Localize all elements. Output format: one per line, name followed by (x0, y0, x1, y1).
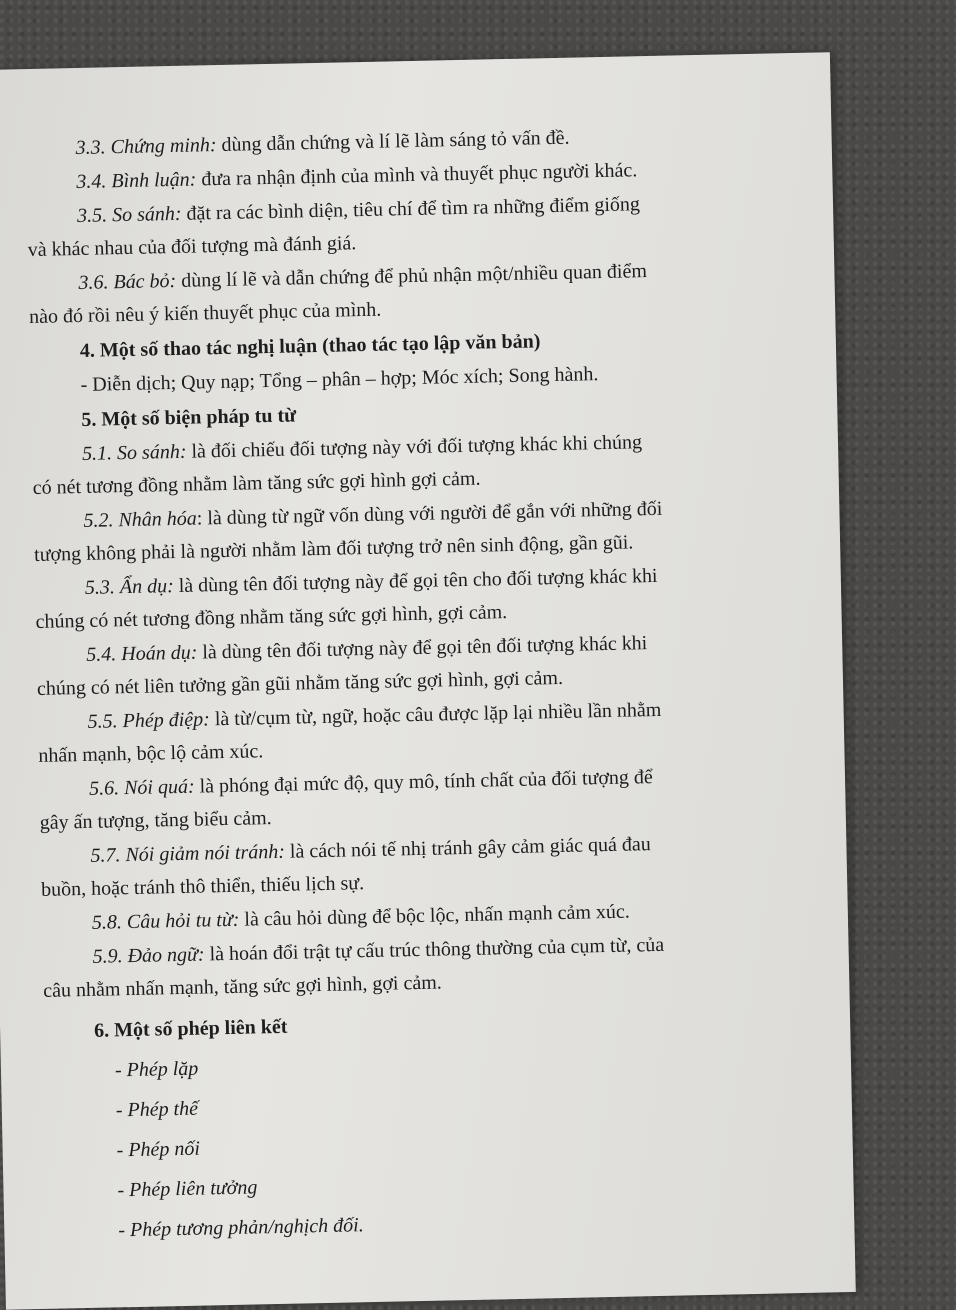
desc: là đối chiếu đối tượng này với đối tượng khác khi chúng (186, 431, 643, 463)
term: 5.2. Nhân hóa (83, 507, 198, 532)
desc: là dùng tên đối tượng này để gọi tên cho đối tượng khác khi (173, 564, 658, 598)
link-item-text: - Phép liên tưởng (117, 1176, 258, 1202)
section-6-heading: 6. Một số phép liên kết (93, 1015, 288, 1042)
desc: là phóng đại mức độ, quy mô, tính chất của đối tượng để (194, 766, 654, 798)
term: 5.5. Phép điệp: (87, 708, 211, 733)
term: 5.1. So sánh: (81, 440, 187, 465)
desc-cont: nào đó rồi nêu ý kiến thuyết phục của mình. (28, 298, 382, 329)
desc: : là dùng từ ngữ vốn dùng với người để gắn với những đối (196, 497, 663, 530)
term: 3.5. So sánh: (76, 202, 182, 227)
term: 5.6. Nói quá: (88, 775, 195, 800)
term: 5.3. Ẩn dụ: (84, 575, 174, 599)
desc-cont: chúng có nét liên tưởng gần gũi nhằm tăng sức gợi hình, gợi cảm. (36, 666, 564, 700)
section-5-heading: 5. Một số biện pháp tu từ (81, 404, 297, 431)
desc-cont: nhấn mạnh, bộc lộ cảm xúc. (38, 740, 264, 767)
term: 3.3. Chứng minh: (75, 134, 217, 160)
term: 5.4. Hoán dụ: (86, 641, 198, 666)
link-item (47, 1161, 748, 1209)
term: 5.9. Đảo ngữ: (92, 943, 205, 968)
item-5-9 (42, 927, 743, 1008)
desc: là hoán đổi trật tự cấu trúc thông thường của cụm từ, của (204, 933, 665, 966)
link-item-text: - Phép thế (115, 1097, 199, 1122)
link-item (45, 1041, 746, 1089)
desc-cont: tượng không phải là người nhằm làm đối tượng trở nên sinh động, gần gũi. (33, 531, 634, 566)
desc: là cách nói tế nhị tránh gây cảm giác quá đau (284, 833, 652, 863)
item-3-6 (28, 253, 729, 334)
link-item-text: - Phép lặp (114, 1057, 199, 1082)
desc-cont: gây ấn tượng, tăng biểu cảm. (39, 807, 272, 834)
link-item (45, 1081, 746, 1129)
desc: dùng lí lẽ và dẫn chứng để phủ nhận một/nhiều quan điểm (175, 260, 648, 292)
book-page (0, 52, 856, 1310)
link-item-text: - Phép nối (116, 1137, 201, 1162)
link-item (48, 1201, 749, 1249)
term: 3.6. Bác bỏ: (78, 269, 177, 294)
link-item-text: - Phép tương phản/nghịch đối. (118, 1214, 364, 1242)
desc-cont: và khác nhau của đối tượng mà đánh giá. (27, 232, 357, 262)
term: 5.8. Câu hỏi tu từ: (91, 908, 240, 934)
section-4-line: - Diễn dịch; Quy nạp; Tổng – phân – hợp; Móc xích; Song hành. (80, 363, 599, 396)
section-4-heading: 4. Một số thao tác nghị luận (thao tác tạo lập văn bản) (79, 330, 541, 362)
desc-cont: buồn, hoặc tránh thô thiển, thiếu lịch sự. (40, 872, 365, 901)
desc: là câu hỏi dùng để bộc lộc, nhấn mạnh cảm xúc. (239, 900, 631, 931)
link-item (46, 1121, 747, 1169)
desc-cont: có nét tương đồng nhằm làm tăng sức gợi hình gợi cảm. (32, 467, 481, 499)
desc: đưa ra nhận định của mình và thuyết phục người khác. (196, 159, 638, 191)
desc: đặt ra các bình diện, tiêu chí để tìm ra những điểm giống (181, 193, 641, 225)
desc-cont: chúng có nét tương đồng nhằm tăng sức gợi hình, gợi cảm. (35, 601, 508, 633)
page-text (25, 118, 748, 1248)
desc: là từ/cụm từ, ngữ, hoặc câu được lặp lại nhiều lần nhằm (209, 698, 662, 731)
term: 3.4. Bình luận: (76, 168, 197, 194)
desc: dùng dẫn chứng và lí lẽ làm sáng tỏ vấn đề. (216, 126, 570, 157)
desc-cont: câu nhằm nhấn mạnh, tăng sức gợi hình, gợi cảm. (43, 971, 443, 1002)
desc: là dùng tên đối tượng này để gọi tên đối tượng khác khi (197, 632, 648, 664)
term: 5.7. Nói giảm nói tránh: (90, 840, 286, 867)
